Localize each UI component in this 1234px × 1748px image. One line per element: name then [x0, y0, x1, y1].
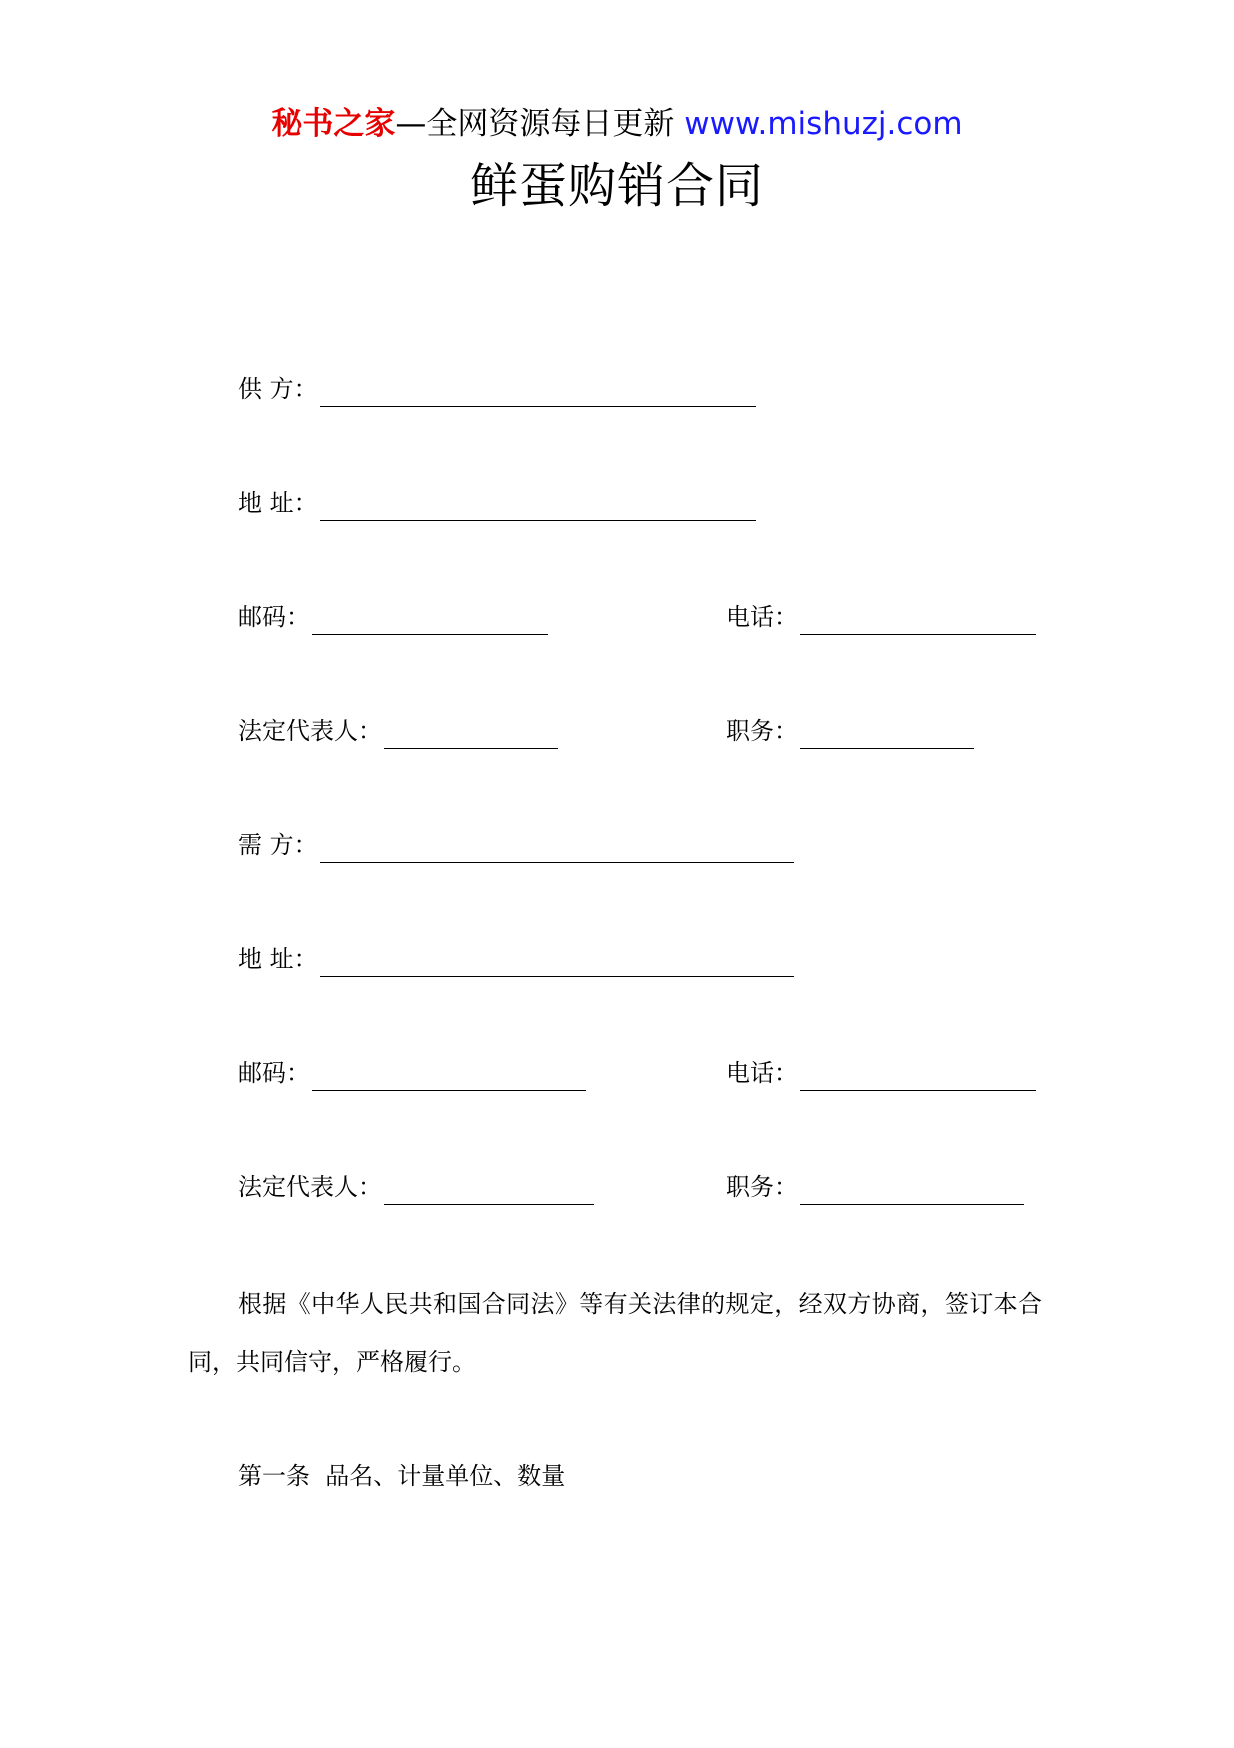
article-1-heading: 第一条 品名、计量单位、数量 [238, 1462, 566, 1490]
supplier-postcode-field [238, 595, 548, 635]
site-brand: 秘书之家 [271, 106, 396, 142]
buyer-legal-rep-field [238, 1165, 594, 1205]
supplier-position-label: 职务： [726, 717, 798, 745]
site-slogan: —全网资源每日更新 [395, 106, 675, 142]
buyer-position-blank[interactable] [800, 1174, 1024, 1205]
buyer-legal-rep-blank[interactable] [384, 1174, 594, 1205]
supplier-address-field [238, 481, 756, 521]
site-header [0, 104, 1234, 144]
supplier-address-blank[interactable] [320, 490, 756, 521]
supplier-legal-rep-label: 法定代表人： [238, 717, 382, 745]
supplier-legal-rep-field [238, 709, 558, 749]
document-title: 鲜蛋购销合同 [469, 158, 764, 214]
supplier-address-label: 地 址： [238, 489, 318, 517]
buyer-position-label: 职务： [726, 1173, 798, 1201]
supplier-name-field [238, 367, 756, 407]
buyer-address-label: 地 址： [238, 945, 318, 973]
buyer-address-blank[interactable] [320, 946, 794, 977]
site-url-link[interactable]: www.mishuzj.com [684, 106, 963, 142]
buyer-name-field [238, 823, 794, 863]
supplier-phone-label: 电话： [726, 603, 798, 631]
buyer-phone-label: 电话： [726, 1059, 798, 1087]
buyer-name-label: 需 方： [238, 831, 318, 859]
intro-paragraph: 根据《中华人民共和国合同法》等有关法律的规定，经双方协商，签订本合同，共同信守，严格履行。 [188, 1290, 1042, 1376]
supplier-position-blank[interactable] [800, 718, 974, 749]
supplier-name-blank[interactable] [320, 376, 756, 407]
supplier-legal-rep-blank[interactable] [384, 718, 558, 749]
buyer-postcode-field [238, 1051, 586, 1091]
supplier-name-label: 供 方： [238, 375, 318, 403]
buyer-name-blank[interactable] [320, 832, 794, 863]
supplier-phone-field [726, 595, 1036, 635]
buyer-phone-field [726, 1051, 1036, 1091]
buyer-postcode-label: 邮码： [238, 1059, 310, 1087]
buyer-address-field [238, 937, 794, 977]
buyer-phone-blank[interactable] [800, 1060, 1036, 1091]
supplier-phone-blank[interactable] [800, 604, 1036, 635]
supplier-position-field [726, 709, 974, 749]
buyer-postcode-blank[interactable] [312, 1060, 586, 1091]
supplier-postcode-label: 邮码： [238, 603, 310, 631]
supplier-postcode-blank[interactable] [312, 604, 548, 635]
buyer-position-field [726, 1165, 1024, 1205]
buyer-legal-rep-label: 法定代表人： [238, 1173, 382, 1201]
